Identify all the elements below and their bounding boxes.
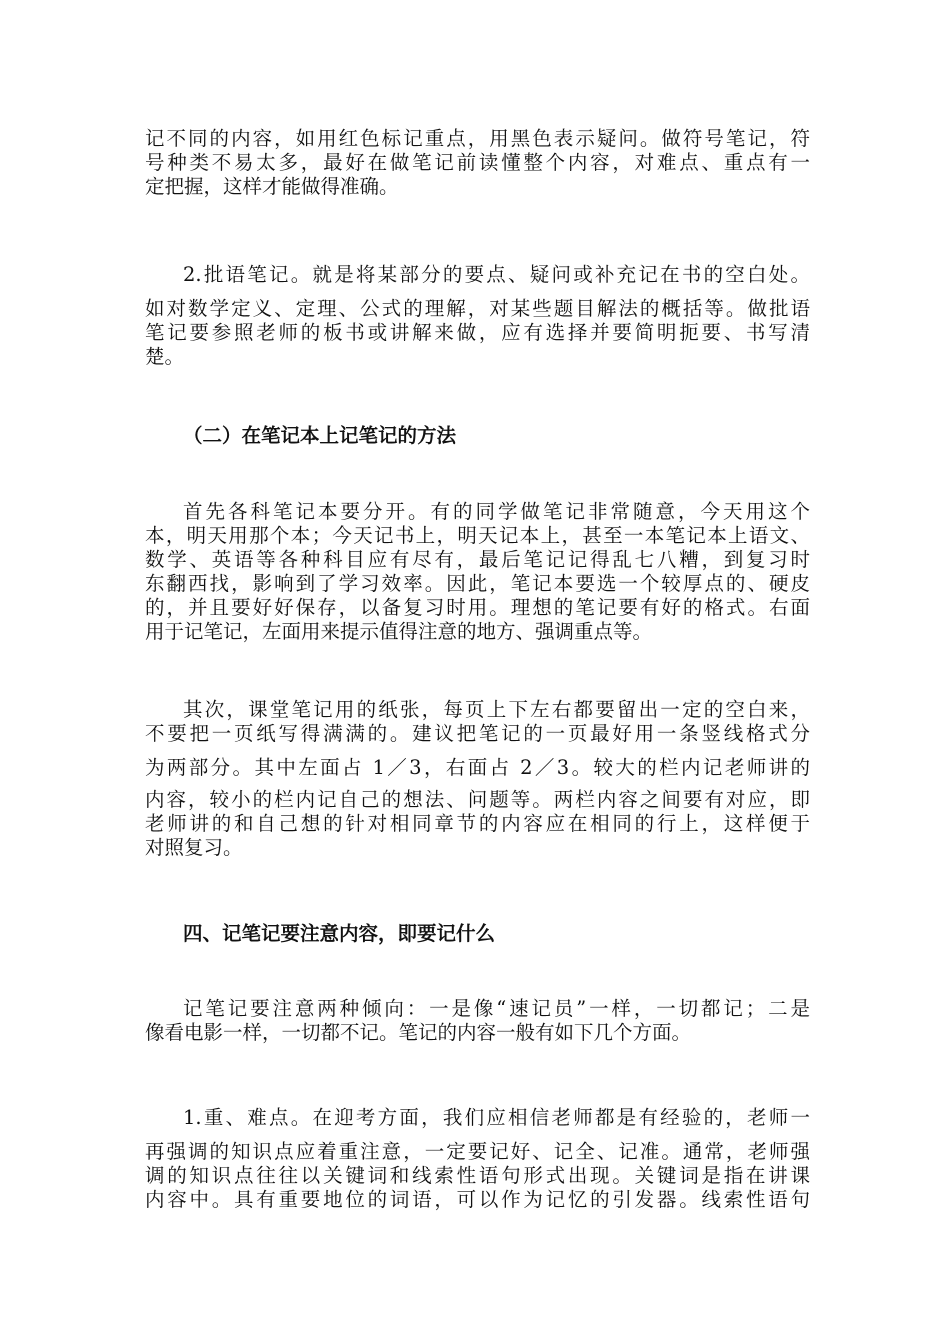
text-line: 记不同的内容，如用红色标记重点，用黑色表示疑问。做符号笔记，符: [145, 127, 810, 150]
text-line: 数学、英语等各种科目应有尽有，最后笔记记得乱七八糟，到复习时: [145, 548, 810, 571]
text-line: 对照复习。: [145, 836, 243, 859]
paragraph-page-layout: [145, 698, 810, 860]
text-line: 的，并且要好好保存，以备复习时用。理想的笔记要有好的格式。右面: [145, 596, 810, 619]
text-line: 用于记笔记，左面用来提示值得注意的地方、强调重点等。: [145, 620, 653, 643]
text-line: 楚。: [145, 345, 185, 368]
text-line: 老师讲的和自己想的针对相同章节的内容应在相同的行上，这样便于: [145, 812, 810, 835]
paragraph-two-tendencies: [145, 997, 810, 1045]
text-line: 号种类不易太多，最好在做笔记前读懂整个内容，对难点、重点有一: [145, 151, 810, 174]
paragraph-symbol-notes-continued: [145, 127, 810, 199]
text-line: 其次，课堂笔记用的纸张，每页上下左右都要留出一定的空白来，: [183, 698, 810, 721]
text-line: 东翻西找，影响到了学习效率。因此，笔记本要选一个较厚点的、硬皮: [145, 572, 810, 595]
text-line: 调的知识点往往以关键词和线索性语句形式出现。关键词是指在讲课: [145, 1164, 810, 1187]
paragraph-key-points: [145, 1106, 810, 1212]
text-line: 不要把一页纸写得满满的。建议把笔记的一页最好用一条竖线格式分: [145, 722, 810, 745]
text-line: 内容，较小的栏内记自己的想法、问题等。两栏内容之间要有对应，即: [145, 788, 810, 811]
text-line: 定把握，这样才能做得准确。: [145, 175, 399, 198]
section-heading-what-to-note: 四、记笔记要注意内容，即要记什么: [183, 922, 496, 945]
text-line: 再强调的知识点应着重注意，一定要记好、记全、记准。通常，老师强: [145, 1140, 810, 1163]
text-line: 如对数学定义、定理、公式的理解，对某些题目解法的概括等。做批语: [145, 297, 810, 320]
text-line: 1.重、难点。在迎考方面，我们应相信老师都是有经验的，老师一: [183, 1106, 810, 1129]
paragraph-separate-notebooks: [145, 500, 810, 644]
text-line: 本，明天用那个本；今天记书上，明天记本上，甚至一本笔记本上语文、: [145, 524, 810, 547]
text-line: 2.批语笔记。就是将某部分的要点、疑问或补充记在书的空白处。: [183, 263, 810, 286]
text-line: 为两部分。其中左面占 1／3，右面占 2／3。较大的栏内记老师讲的: [145, 756, 810, 779]
text-line: 笔记要参照老师的板书或讲解来做，应有选择并要简明扼要、书写清: [145, 321, 810, 344]
text-line: 首先各科笔记本要分开。有的同学做笔记非常随意，今天用这个: [183, 500, 810, 523]
paragraph-annotation-notes: [145, 263, 810, 369]
text-line: 像看电影一样，一切都不记。笔记的内容一般有如下几个方面。: [145, 1021, 692, 1044]
text-line: 记笔记要注意两种倾向：一是像“速记员”一样，一切都记；二是: [183, 997, 810, 1020]
text-line: 内容中。具有重要地位的词语，可以作为记忆的引发器。线索性语句: [145, 1188, 810, 1211]
section-heading-notebook-method: （二）在笔记本上记笔记的方法: [183, 424, 457, 447]
